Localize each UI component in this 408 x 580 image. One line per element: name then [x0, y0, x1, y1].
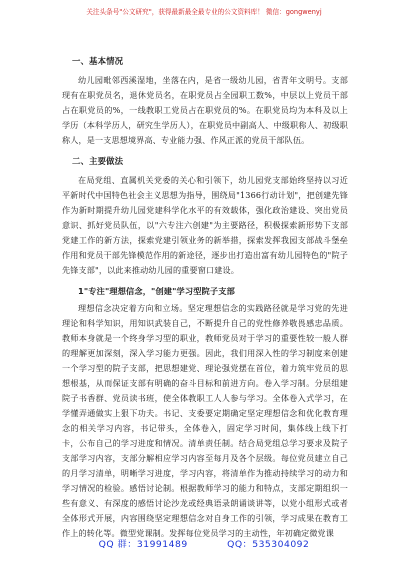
paragraph-subsection: 理想信念决定着方向和立场。坚定理想信念的实践路径就是学习党的先进理论和科学知识，用知识武装自己，不断提升自己的党性修养敬畏感忠品质。教师本身就是一个终身学习型的职业，教师党员对于学习的重要性较一般人群的理解更加深刻，深入学习能力更强。因此，我们用深入性的学习制度来创建一个学习型的院子支部，把思想建党、理论强党摆在首位，着力筑牢党员的思想根基，从而保证支部有明确的奋斗目标和前进方向。卷入学习制。分层组建院子书香群、党员读书班，使全体教职工人人参与学习。全体卷入式学习，在学懂弄通做实上狠下功夫。书记、支委要定期确定坚定理想信念和优化教育理念的相关学习内容，书记带头，全体卷入，固定学习时间，集体线上线下打卡，公布自己的学习进度和情况。清单责任制。结合局党组总学习要求及院子支部学习内容，支部分解相应学习内容至每月及各个层级。每位党员建立自己的月学习清单，明晰学习进度，学习内容，将清单作为推动持续学习的动力和学习情况的检验。感悟讨论制。根据教师学习的能力和特点，支部定期组织一些有意义、有深度的感悟讨论沙龙或经典语录朗诵谈讲等，以党小组形式或者全体形式开展，内容围绕坚定理想信念对自身工作的引领，学习成果在教育工作上的转化等。微型党课制。发挥每位党员学习的主动性，年初确定微党课: [62, 303, 348, 538]
section-heading-main-practices: 二、主要做法: [72, 156, 124, 166]
paragraph-basic-situation: 幼儿园毗邻西溪湿地，坐落在内，是省一级幼儿园，省青年文明号。支部现有在职党员名，退休党员名，在职党员占全园职工数%，中层以上党员干部占在职党员的%，一线教职工党员占在职党员的%。在职党员均为本科及以上学历（本科学历人，研究生学历人），在职党员中副高人、中级职称人、初级职称人，是一支思想境界高、专业能力强、作风正派的党员干部队伍。: [62, 75, 348, 145]
subsection-heading: 1"专注"理想信念，"创建"学习型院子支部: [78, 286, 235, 296]
footer-contact: [0, 536, 408, 550]
section-heading-basic-situation: 一、基本情况: [72, 56, 124, 66]
document-body: [62, 54, 348, 541]
paragraph-main-practices: 在局党组、直属机关党委的关心和引领下，幼儿园党支部始终坚持以习近平新时代中国特色社会主义思想为指导，围绕局"1366行动计划"，把创建先锋作为新时期提升幼儿园党建科学化水平的有效载体，强化政治建设、突出党员意识、抓好党员队伍，以"六专注六创建"为主要路径，积极探索新形势下支部党建工作的新方法，探索党建引领业务的新举措，探索发挥我园支部战斗堡垒作用和党员干部先锋模范作用的新途径，逐步出打造出富有幼儿园特色的"院子先锋支部"，以此来推动幼儿园的重要窗口建设。: [62, 175, 348, 275]
qq-number-text: QQ：535304092: [227, 539, 310, 550]
qq-group-text: QQ 群：31991489: [98, 539, 188, 550]
header-banner: 关注头条号"公文研究"，获得最新最全最专业的公文资料库！ 微信：gongwenyj: [86, 8, 322, 16]
